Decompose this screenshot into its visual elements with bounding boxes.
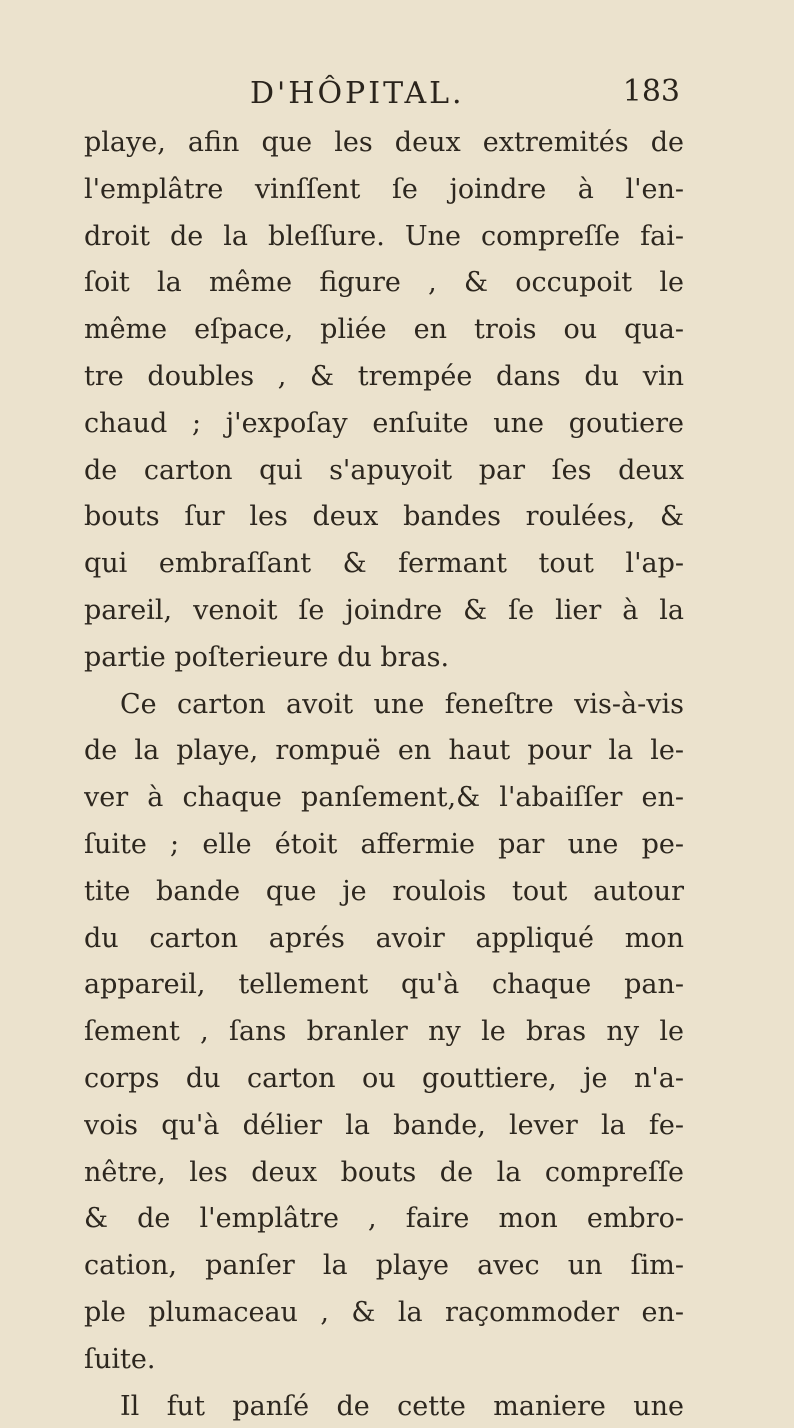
text-line: ſuite ; elle étoit affermie par une pe-: [84, 828, 684, 860]
text-line: du carton aprés avoir appliqué mon: [84, 922, 684, 954]
paragraph: [84, 1384, 684, 1428]
text-line: vois qu'à délier la bande, lever la fe-: [84, 1109, 684, 1141]
text-line: Il fut panſé de cette maniere une: [120, 1390, 684, 1422]
paragraph: [84, 682, 684, 1384]
text-line: & de l'emplâtre , faire mon embro-: [84, 1203, 684, 1235]
text-line: Ce carton avoit une feneſtre vis-à-vis: [120, 688, 684, 720]
text-line: ple plumaceau , & la raçommoder en-: [84, 1296, 684, 1328]
text-line: droit de la bleſſure. Une compreſſe fai-: [84, 220, 684, 252]
text-line: bouts ſur les deux bandes roulées, &: [84, 501, 684, 533]
text-line: tite bande que je roulois tout autour: [84, 875, 684, 907]
text-line: même eſpace, pliée en trois ou qua-: [84, 314, 684, 346]
text-line: qui embraſſant & fermant tout l'ap-: [84, 548, 684, 580]
text-line: partie poſterieure du bras.: [84, 641, 450, 673]
text-line: appareil, tellement qu'à chaque pan-: [84, 969, 684, 1001]
text-line: corps du carton ou gouttiere, je n'a-: [84, 1062, 684, 1094]
text-line: tre doubles , & trempée dans du vin: [84, 360, 684, 392]
text-line: de la playe, rompuë en haut pour la le-: [84, 735, 684, 767]
text-line: playe, afin que les deux extremités de: [84, 127, 684, 158]
running-title: D'HÔPITAL.: [250, 76, 465, 111]
text-line: nêtre, les deux bouts de la compreſſe: [84, 1156, 684, 1188]
text-line: ſuite.: [84, 1343, 156, 1375]
text-line: cation, panſer la playe avec un ſim-: [84, 1250, 684, 1282]
text-line: ſoit la même figure , & occupoit le: [84, 267, 684, 299]
text-line: chaud ; j'expoſay enſuite une goutiere: [84, 407, 684, 439]
page-header: [250, 70, 680, 120]
page-number: 183: [622, 74, 680, 109]
text-line: ver à chaque panſement,& l'abaiſſer en-: [84, 782, 684, 814]
text-line: l'emplâtre vinſſent ſe joindre à l'en-: [84, 173, 684, 205]
text-line: de carton qui s'apuyoit par ſes deux: [84, 454, 684, 486]
paragraph: [84, 120, 684, 682]
text-line: ſement , ſans branler ny le bras ny le: [84, 1016, 684, 1048]
page-body: [84, 120, 684, 1428]
text-line: pareil, venoit ſe joindre & ſe lier à la: [84, 594, 684, 626]
